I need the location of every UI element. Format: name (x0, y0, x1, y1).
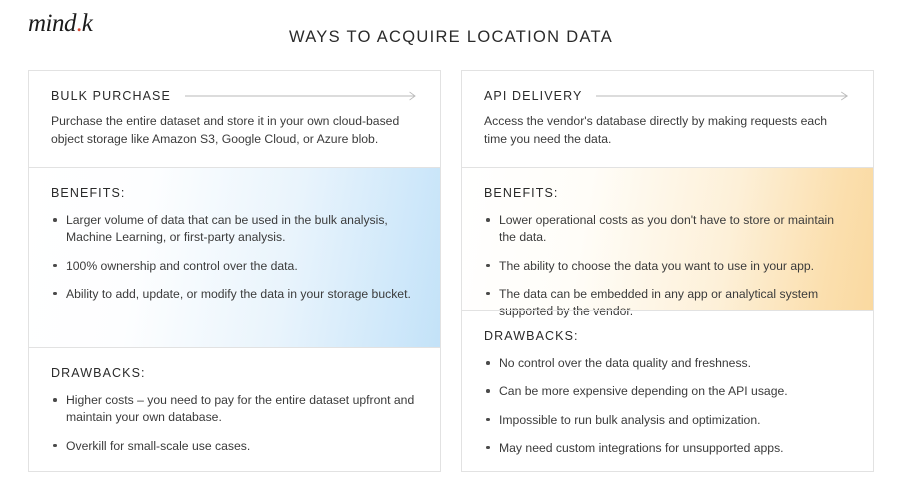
card-intro-left: Purchase the entire dataset and store it in your own cloud-based object storage like Amazon S3, Google Cloud, or Azure blob. (51, 114, 400, 146)
benefits-label-right: BENEFITS: (484, 186, 559, 200)
list-item: 100% ownership and control over the data. (51, 258, 418, 275)
card-api-delivery (461, 70, 874, 472)
card-intro-right: Access the vendor's database directly by making requests each time you need the data. (484, 114, 828, 146)
benefits-label-left: BENEFITS: (51, 186, 126, 200)
drawbacks-label-left: DRAWBACKS: (51, 366, 146, 381)
card-heading-left: BULK PURCHASE (51, 89, 171, 103)
drawbacks-section-right (462, 310, 873, 472)
arrow-right-icon (596, 91, 851, 101)
list-item: Ability to add, update, or modify the data in your storage bucket. (51, 286, 418, 303)
intro-section-right (462, 71, 873, 167)
comparison-board (28, 70, 874, 472)
list-item: Higher costs – you need to pay for the entire dataset upfront and maintain your own database. (51, 392, 418, 427)
list-item: Lower operational costs as you don't have to store or maintain the data. (484, 212, 851, 247)
card-bulk-purchase (28, 70, 441, 472)
brand-name-first: mind (28, 10, 76, 37)
benefits-section-left (29, 167, 440, 347)
section-head-left (51, 89, 418, 103)
drawbacks-list-right (484, 355, 851, 457)
card-heading-right: API DELIVERY (484, 89, 583, 103)
list-item: Can be more expensive depending on the API usage. (484, 383, 851, 400)
benefits-section-right (462, 167, 873, 319)
intro-section-left (29, 71, 440, 167)
list-item: Larger volume of data that can be used in the bulk analysis, Machine Learning, or first-party analysis. (51, 212, 418, 247)
drawbacks-label-right: DRAWBACKS: (484, 329, 579, 343)
benefits-list-right (484, 212, 851, 321)
page-title: WAYS TO ACQUIRE LOCATION DATA (288, 28, 614, 46)
list-item: The data can be embedded in any app or analytical system supported by the vendor. (484, 286, 851, 321)
list-item: The ability to choose the data you want to use in your app. (484, 258, 851, 275)
arrow-right-icon (185, 91, 418, 101)
section-head-right (484, 89, 851, 103)
list-item: Overkill for small-scale use cases. (51, 438, 418, 455)
list-item: Impossible to run bulk analysis and optimization. (484, 412, 851, 429)
drawbacks-list-left (51, 392, 418, 455)
brand-name-second: k (81, 10, 93, 37)
drawbacks-section-left (29, 347, 440, 471)
benefits-list-left (51, 212, 418, 303)
list-item: No control over the data quality and freshness. (484, 355, 851, 372)
list-item: May need custom integrations for unsupported apps. (484, 440, 851, 457)
brand-dot: . (76, 10, 82, 37)
